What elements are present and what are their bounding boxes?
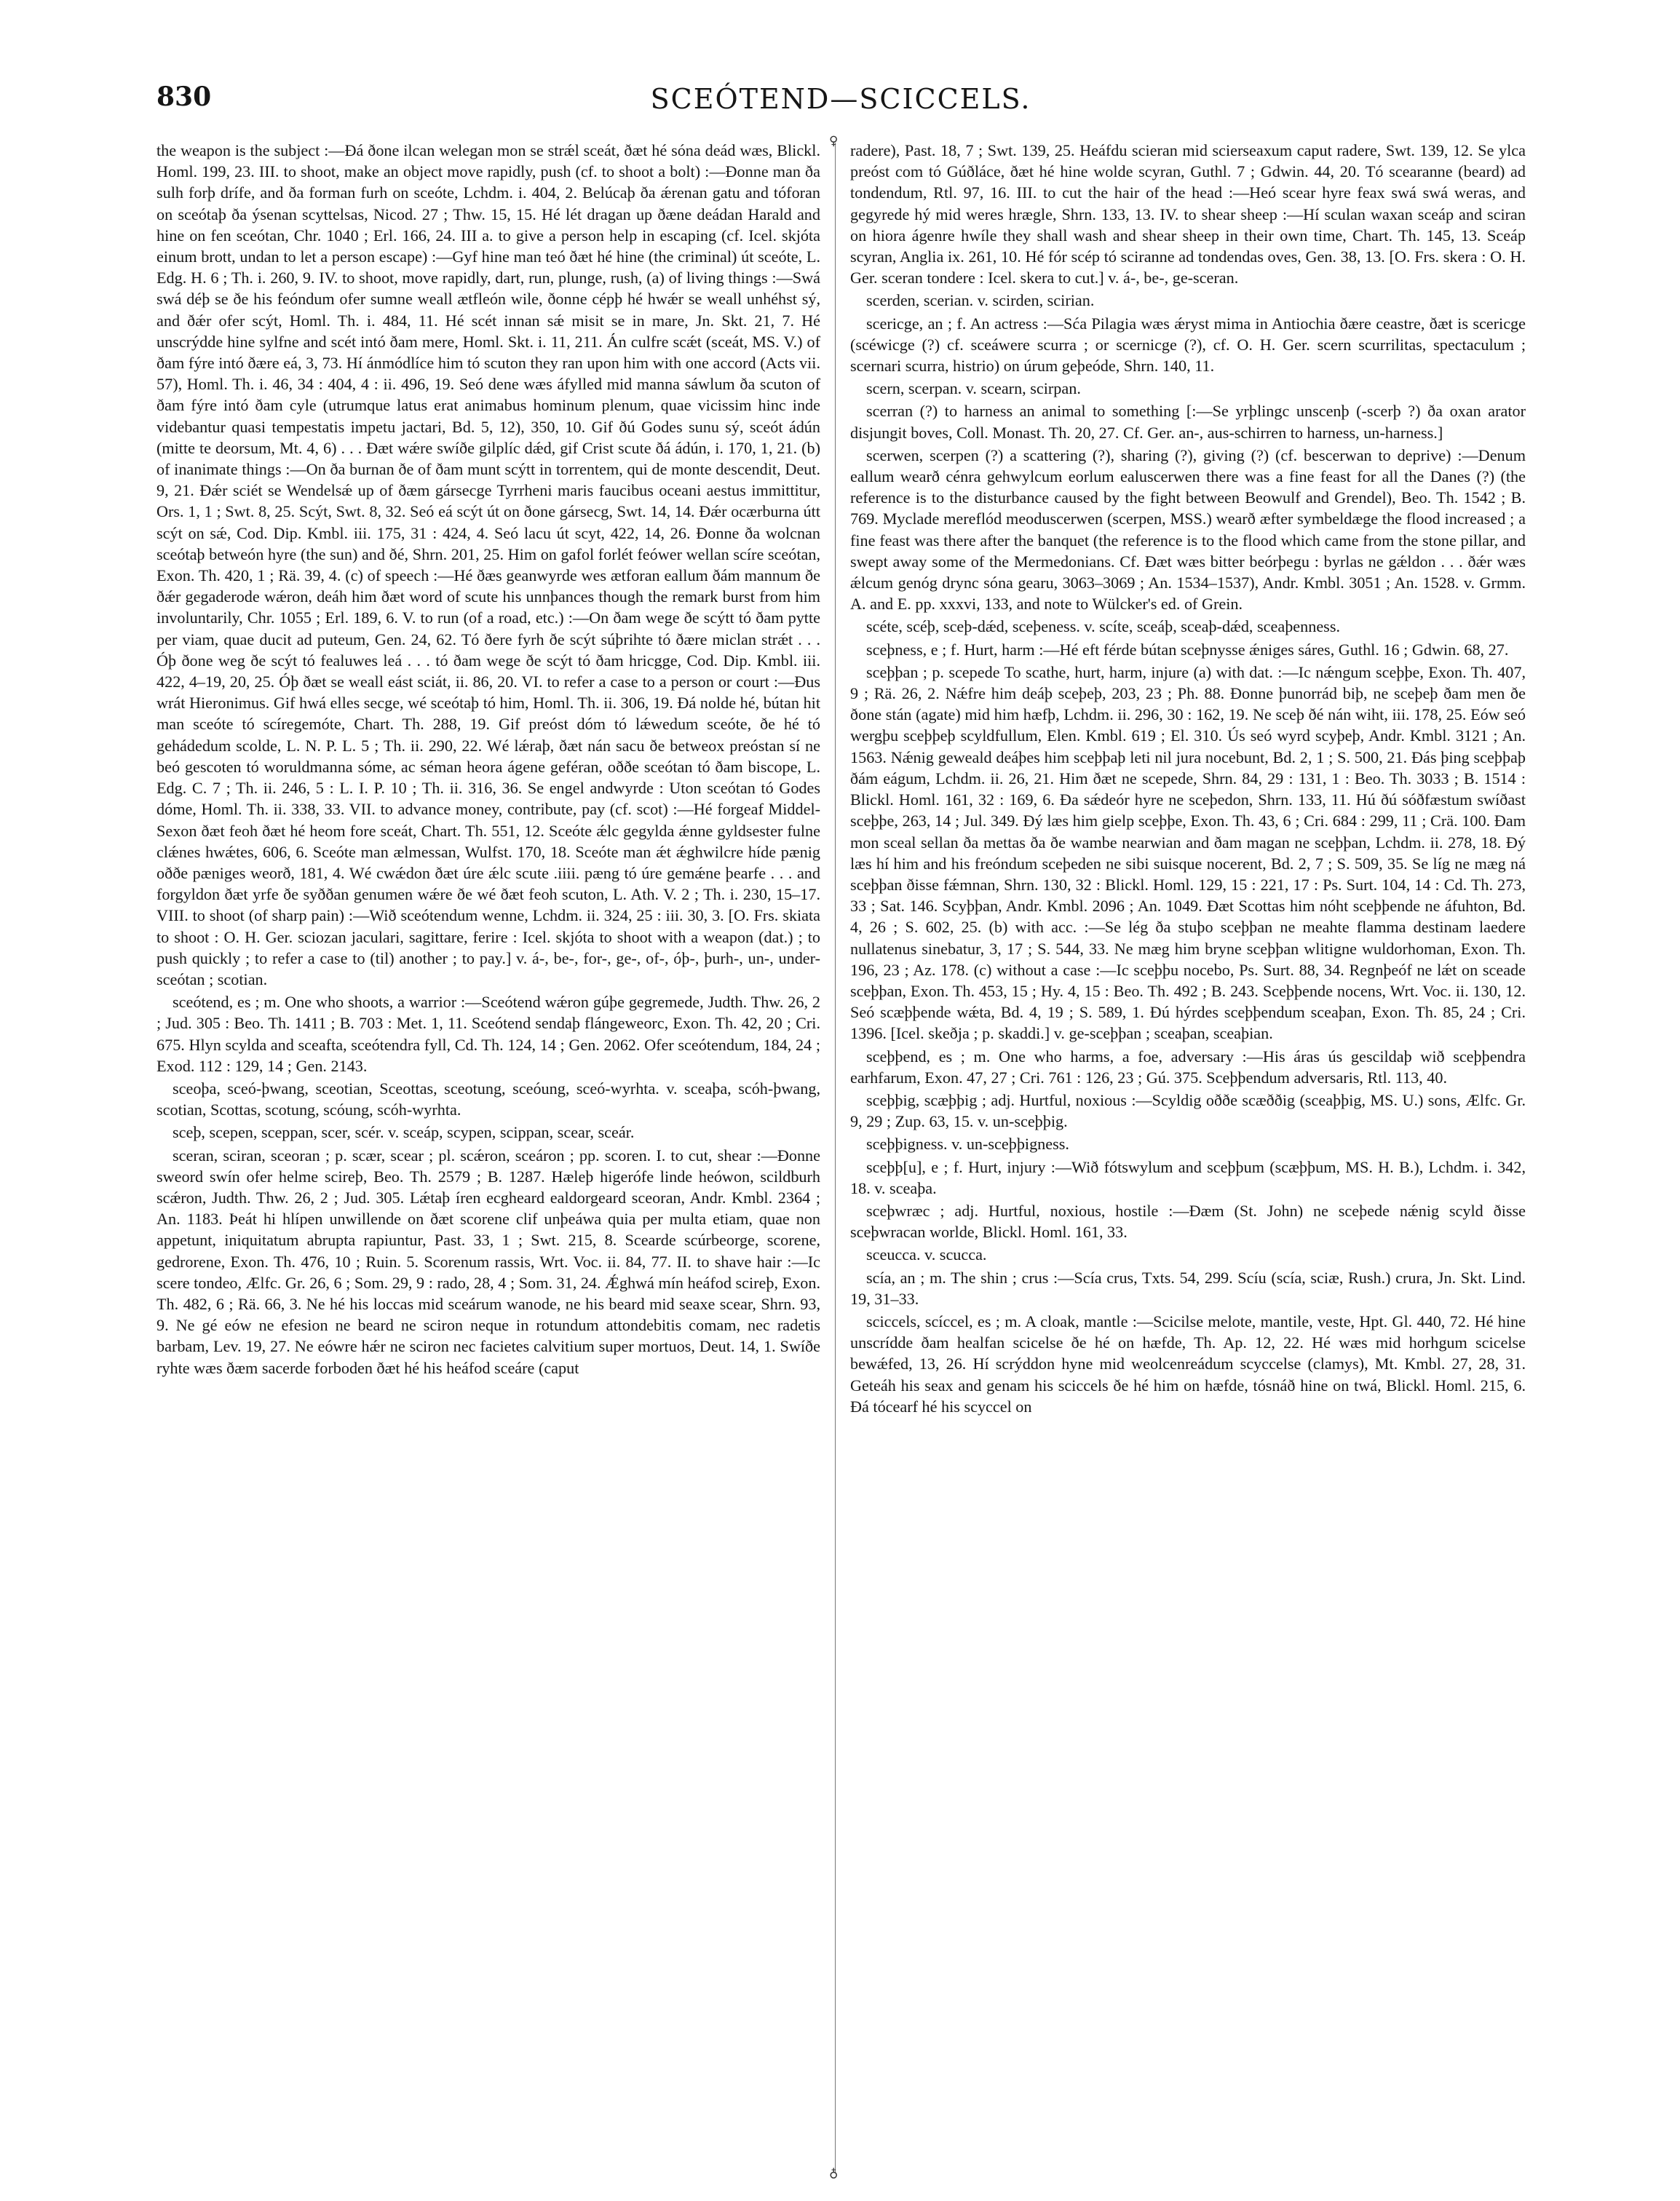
entry-scerwen: scerwen, scerpen (?) a scattering (?), sharing (?), giving (?) (cf. bescerwan to deprive) :—Denum eallum wearð cénra gehwylcum eorlum ealuscerwen there was a fine feast for all the Danes (?) (the reference is to the disturbance caused by the fight between Beowulf and Grendel), Beo. Th. 1542 ; B. 769. Myclade mereflód meoduscerwen (scerpen, MSS.) wearð æfter symbeldæge the flood increased ; a fine feast was there after the banquet (the reference is to the flood which came from the stone pillar, and swept away some of the Mermedonians. Cf. Ðæt wæs bitter beórþegu : byrlas ne gǽldon . . . ðǽr wæs ǽlcum genóg drync sóna gearu, 3063–3069 ; An. 1534–1537), Andr. Kmbl. 3051 ; An. 1528. v. Grmm. A. and E. pp. xxxvi, 133, and note to Wülcker's ed. of Grein.	[850, 445, 1526, 614]
entry-scethig: sceþþig, scæþþig ; adj. Hurtful, noxious :—Scyldig oððe scæððig (sceaþþig, MS. U.) sons, Ælfc. Gr. 9, 29 ; Zup. 63, 15. v. un-sceþþig.	[850, 1090, 1526, 1131]
entry-sceotha-crossref: sceoþa, sceó-þwang, sceotian, Sceottas, sceotung, sceóung, sceó-wyrhta. v. sceaþa, scóh-þwang, scotian, Scottas, scotung, scóung, scóh-wyrhta.	[156, 1079, 820, 1119]
page-number: 830	[156, 82, 212, 112]
entry-scethness: sceþness, e ; f. Hurt, harm :—Hé eft férde bútan sceþnysse ǽniges sáres, Guthl. 16 ; Gdwin. 68, 27.	[866, 640, 1509, 659]
entry-scethu: sceþþ[u], e ; f. Hurt, injury :—Wið fótswylum and sceþþum (scæþþum, MS. H. B.), Lchdm. i. 342, 18. v. sceaþa.	[850, 1157, 1526, 1197]
entry-scia: scía, an ; m. The shin ; crus :—Scía crus, Txts. 54, 299. Scíu (scía, sciæ, Rush.) crura, Jn. Skt. Lind. 19, 31–33.	[850, 1268, 1526, 1308]
entry-scerran: scerran (?) to harness an animal to something [:—Se yrþlingc unscenþ (-scerþ ?) ða oxan arator disjungit boves, Coll. Monast. Th. 20, 27. Cf. Ger. an-, aus-schirren to harness, un-harness.]	[850, 402, 1526, 442]
entry-sceucca: sceucca. v. scucca.	[866, 1245, 987, 1264]
left-column	[156, 140, 820, 2163]
divider-ornament-bottom: ♁	[829, 2166, 839, 2181]
entry-scethend: sceþþend, es ; m. One who harms, a foe, adversary :—His áras ús gescildaþ wið sceþþendra earhfarum, Exon. 47, 27 ; Cri. 761 : 126, 23 ; Gú. 375. Sceþþendum adversaris, Rtl. 113, 40.	[850, 1047, 1526, 1087]
entry-scethigness: sceþþigness. v. un-sceþþigness.	[866, 1135, 1069, 1154]
entry-continuation-sceotan: the weapon is the subject :—Ðá ðone ilcan welegan mon se strǽl sceát, ðæt hé sóna deád wæs, Blickl. Homl. 199, 23. III. to shoot, make an object move rapidly, push (cf. to shoot a bolt) :—Ðonne man ða sulh forþ drífe, and ða forman furh on sceóte, Lchdm. i. 404, 2. Belúcaþ ða ǽrenan gatu and tóforan on sceótaþ ða ýsenan scyttelsas, Nicod. 27 ; Thw. 15, 15. Hé lét dragan up ðæne deádan Harald and hine on fen sceótan, Chr. 1040 ; Erl. 166, 24. III a. to give a person help in escaping (cf. Icel. skjóta einum brott, undan to let a person escape) :—Gyf hine man teó ðæt hé hine (the criminal) út sceóte, L. Edg. H. 6 ; Th. i. 260, 9. IV. to shoot, move rapidly, dart, run, plunge, rush, (a) of living things :—Swá swá déþ se ðe his feóndum ofer sumne weall ætfleón wile, ðonne cépþ hé hwǽr se weall unhéhst sý, and ðǽr ofer scýt, Homl. Th. i. 484, 11. Hé scét innan sǽ misit se in mare, Jn. Skt. 21, 7. Hé unscrýdde hine sylfne and scét intó ðam mere, Homl. Skt. i. 11, 211. Án culfre scǽt (sceát, MS. V.) of ðam fýre intó ðære eá, 3, 73. Hí ánmódlíce him tó scuton they ran upon him with one accord (Acts vii. 57), Homl. Th. i. 46, 34 : 404, 4 : ii. 496, 19. Seó dene wæs áfylled mid manna sáwlum ða scuton of ðam fýre intó ðam cyle (utrumque latus erat animabus hominum plenum, quae vicissim hinc inde videbantur quasi tempestatis impetu jactari, Bd. 5, 12), 350, 10. Gif ðú Godes sunu sý, sceót ádún (mitte te deorsum, Mt. 4, 6) . . . Ðæt wǽre swíðe gilplíc dǽd, gif Crist scute ðá ádún, i. 170, 1, 21. (b) of inanimate things :—On ða burnan ðe of ðam munt scýtt in torrentem, qui de monte descendit, Deut. 9, 21. Ðǽr sciét se Wendelsǽ up of ðæm gársecge Tyrrheni maris faucibus oceani aestus immittitur, Ors. 1, 1 ; Swt. 8, 25. Scýt, Swt. 8, 32. Seó eá scýt út on ðone gársecg, Swt. 14, 14. Ðǽr ocærburna útt scýt on sǽ, Cod. Dip. Kmbl. iii. 175, 31 : 424, 4. Seó lacu út scyt, 422, 14, 26. Ðonne ða wolcnan sceótaþ betweón hyre (the sun) and ðé, Shrn. 201, 25. Him on gafol forlét feówer wellan scíre sceótan, Exon. Th. 420, 1 ; Rä. 39, 4. (c) of speech :—Hé ðæs geanwyrde wes ætforan eallum ðám mannum ðe ðǽr gegaderode wǽron, deáh him ðæt word of scute his unnþances though the remark burst from him involuntarily, Chr. 1055 ; Erl. 189, 6. V. to run (of a road, etc.) :—On ðam wege ðe scýtt tó ðam pytte per viam, quae ducit ad puteum, Gen. 24, 62. Tó ðere fyrh ðe scýt súþrihte tó ðære miclan strǽt . . . Óþ ðone weg ðe scýt tó fealuwes leá . . . tó ðam wege ðe scýt tó ðam hricgge, Cod. Dip. Kmbl. iii. 422, 4–19, 20, 25. Óþ ðæt se weall eást sciát, ii. 86, 20. VI. to refer a case to a person or court :—Ðus wrát Hieronimus. Gif hwá elles secge, wé sceótaþ tó him, Homl. Th. ii. 306, 19. Ðá nolde hé, bútan hit man sceóte tó scíregemóte, Chart. Th. 288, 19. Gif preóst dóm tó lǽwedum sceóte, ðe hé tó gehádedum scolde, L. N. P. L. 5 ; Th. ii. 290, 22. Wé lǽraþ, ðæt nán sacu ðe betweox preóstan sí ne beó gescoten tó woruldmanna sóme, ac séman heora ágene geféran, oððe sceótan tó ðam biscope, L. Edg. C. 7 ; Th. ii. 246, 5 : L. I. P. 10 ; Th. ii. 316, 36. Se engel andwyrde : Uton sceótan tó Godes dóme, Homl. Th. ii. 338, 33. VII. to advance money, contribute, pay (cf. scot) :—Hé forgeaf Middel-Sexon ðæt feoh ðæt hé heom fore sceát, Chart. Th. 551, 12. Sceóte ǽlc gegylda ǽnne gyldsester fulne clǽnes hwǽtes, 606, 6. Sceóte man ælmessan, Wulfst. 170, 18. Sceóte man ǽt ǽghwilcre híde pænig oððe pæniges weorð, 181, 4. Wé cwǽdon ðæt úre ǽlc scute .iiii. pæng tó úre gemǽne þearfe . . . and forgyldon ðæt yrfe ðe syððan genumen wǽre ðe wé ðæt feoh scuton, L. Ath. V. 2 ; Th. i. 230, 15–17. VIII. to shoot (of sharp pain) :—Wið sceótendum wenne, Lchdm. ii. 324, 25 : iii. 30, 3. [O. Frs. skiata to shoot : O. H. Ger. sciozan jaculari, sagittare, ferire : Icel. skjóta to shoot with a weapon (dat.) ; to push quickly ; to refer a case to (til) another ; to pay.] v. á-, be-, for-, ge-, of-, óþ-, þurh-, un-, under-sceótan ; scotian.	[156, 141, 820, 988]
entry-continuation-sceran: radere), Past. 18, 7 ; Swt. 139, 25. Heáfdu scieran mid scierseaxum caput radere, Swt. 139, 12. Se ylca preóst com tó Gúðláce, ðæt hé hine wolde scyran, Guthl. 7 ; Gdwin. 44, 20. Tó scearanne (beard) ad tondendum, Rtl. 97, 16. III. to cut the hair of the head :—Heó scear hyre feax swá swá weras, and gegyrede hý mid weres hrægle, Shrn. 133, 13. IV. to shear sheep :—Hí sculan waxan sceáp and sciran on hiora ágenre hwíle they shall wash and shear sheep in their own time, Chart. Th. 145, 13. Sceáp scyran, Anglia ix. 261, 10. Hé fór scép tó sciranne ad tondendas oves, Gen. 38, 13. [O. Frs. skera : O. H. Ger. sceran tondere : Icel. skera to cut.] v. á-, be-, ge-sceran.	[850, 141, 1526, 287]
divider-ornament-top: ♀	[829, 134, 839, 148]
entry-scethwraec: sceþwræc ; adj. Hurtful, noxious, hostile :—Ðæm (St. John) ne sceþede nǽnig scyld ðisse sceþwracan worlde, Blickl. Homl. 161, 33.	[850, 1201, 1526, 1242]
entry-scep-crossref: sceþ, scepen, sceppan, scer, scér. v. sceáp, scypen, scippan, scear, sceár.	[173, 1123, 635, 1142]
entry-sceotend: sceótend, es ; m. One who shoots, a warrior :—Sceótend wǽron gúþe gegremede, Judth. Thw. 26, 2 ; Jud. 305 : Beo. Th. 1411 ; B. 703 : Met. 1, 11. Sceótend sendaþ flángeweorc, Exon. Th. 42, 20 ; Cri. 675. Hlyn scylda and sceafta, sceótendra fyll, Cd. Th. 124, 14 ; Gen. 2062. Ofer sceótendum, 184, 24 ; Exod. 112 : 129, 14 ; Gen. 2143.	[156, 993, 820, 1075]
entry-scerden: scerden, scerian. v. scirden, scirian.	[866, 291, 1095, 310]
entry-scethan: sceþþan ; p. scepede To scathe, hurt, harm, injure (a) with dat. :—Ic nǽngum sceþþe, Exon. Th. 407, 9 ; Rä. 26, 2. Nǽfre him deáþ sceþeþ, 203, 23 ; Ph. 88. Ðonne þunorrád biþ, ne sceþeþ ðam men ðe ðone stán (agate) mid him hæfþ, Lchdm. ii. 296, 30 : 162, 19. Ne sceþ ðé nán wiht, iii. 178, 25. Eów seó wergþu sceþþeþ scyldfullum, Elen. Kmbl. 619 ; El. 310. Ús seó wyrd scyþeþ, Andr. Kmbl. 3121 ; An. 1563. Nǽnig geweald deáþes him sceþþaþ leti nil jura nocebunt, Bd. 2, 1 ; S. 500, 21. Ðás þing sceþþaþ ðám eágum, Lchdm. ii. 26, 21. Him ðæt ne scepede, Shrn. 84, 29 : 131, 1 : Beo. Th. 3033 ; B. 1514 : Blickl. Homl. 161, 32 : 169, 6. Ða sǽdeór hyre ne sceþedon, Shrn. 133, 11. Hú ðú sóðfæstum swíðast sceþþe, 263, 14 ; Jul. 349. Ðý læs him gielp sceþþe, Exon. Th. 43, 6 ; Cri. 684 : 299, 11 ; Crä. 100. Ðam mon sceal sellan ða mettas ða ðe wambe nearwian and ðam magan ne sceþþan, Lchdm. ii. 278, 18. Ðý læs hí him and his freóndum sceþeden ne sibi suisque nocerent, Bd. 2, 7 ; S. 509, 35. Se líg ne mæg ná sceþþan ðisse fǽmnan, Shrn. 130, 32 : Blickl. Homl. 129, 15 : 221, 17 : Ps. Surt. 104, 14 : Cd. Th. 273, 33 ; Sat. 146. Scyþþan, Andr. Kmbl. 2096 ; An. 1049. Ðæt Scottas him nóht sceþþende ne áfuhton, Bd. 4, 26 ; S. 602, 25. (b) with acc. :—Se lég ða stuþo sceþþan ne meahte flamma destinam laedere nullatenus sinebatur, 3, 17 ; S. 544, 33. Ne mæg him bryne sceþþan wlitigne wuldorhoman, Exon. Th. 196, 23 ; Az. 178. (c) without a case :—Ic sceþþu nocebo, Ps. Surt. 88, 34. Regnþeóf ne lǽt on sceade sceþþan, Exon. Th. 453, 15 ; Hy. 4, 15 : Beo. Th. 492 ; B. 243. Sceþþende nocens, Wrt. Voc. ii. 130, 12. Seó scæþþende wǽta, Bd. 4, 19 ; S. 589, 1. Ðú hýrdes sceþþendum sceaþan, Exon. Th. 85, 24 ; Cri. 1396. [Icel. skeðja ; p. skaddi.] v. ge-sceþþan ; sceaþan, sceaþian.	[850, 662, 1526, 1043]
page-header	[156, 82, 1525, 132]
column-divider	[835, 143, 836, 2173]
entry-scericge: scericge, an ; f. An actress :—Sća Pilagia wæs ǽryst mima in Antiochia ðære ceastre, ðæt is scericge (scéwicge (?) cf. sceáwere scurra ; or scernicge (?), cf. O. H. Ger. scern scurrilitas, spectaculum ; scernari scurra, histrio) on úrum geþeóde, Shrn. 140, 11.	[850, 314, 1526, 376]
running-head: SCEÓTEND—SCICCELS.	[650, 83, 1031, 115]
right-column	[850, 140, 1526, 2163]
entry-scern: scern, scerpan. v. scearn, scirpan.	[866, 379, 1081, 398]
entry-sciccels: sciccels, scíccel, es ; m. A cloak, mantle :—Scicilse melote, mantile, veste, Hpt. Gl. 440, 72. Hé hine unscrídde ðam healfan scicelse ðe hé on hæfde, Th. Ap. 12, 22. Hé wæs mid horhgum scicelse bewǽfed, 13, 26. Hí scrýddon hyne mid weolcenreádum scyccelse (clamys), Mt. Kmbl. 27, 28, 31. Geteáh his seax and genam his sciccels ðe hé him on hæfde, tósnáð hine on twá, Blickl. Homl. 215, 6. Ðá tócearf hé his scyccel on	[850, 1312, 1526, 1416]
entry-scete: scéte, scéþ, sceþ-dǽd, sceþeness. v. scíte, sceáþ, sceaþ-dǽd, sceaþenness.	[866, 617, 1340, 636]
entry-sceran: sceran, sciran, sceoran ; p. scær, scear ; pl. scǽron, sceáron ; pp. scoren. I. to cut, shear :—Ðonne sweord swín ofer helme scireþ, Beo. Th. 2579 ; B. 1287. Hæleþ higerófe linde heówon, scildburh scǽron, Judth. Thw. 26, 2 ; Jud. 305. Lǽtaþ íren ecgheard ealdorgeard sceoran, Andr. Kmbl. 2364 ; An. 1183. Þeát hi hlípen unwillende on ðæt scorene clif unþeáwa quia per multa etiam, quae non appetunt, iniquitatum abrupta rapiuntur, Past. 33, 1 ; Swt. 215, 8. Scearde scúrbeorge, scorene, gedrorene, Exon. Th. 476, 10 ; Ruin. 5. Scorenum rassis, Wrt. Voc. ii. 84, 77. II. to shave hair :—Ic scere tondeo, Ælfc. Gr. 26, 6 ; Som. 29, 9 : rado, 28, 4 ; Som. 31, 24. Ǽghwá mín heáfod scireþ, Exon. Th. 482, 6 ; Rä. 66, 3. Ne hé his loccas mid sceárum wanode, ne his beard mid seaxe scear, Shrn. 93, 9. Ne gé eów ne efesion ne beard ne sciron neque in rotundum attondebitis comam, nec radetis barbam, Lev. 19, 27. Ne eówre hǽr ne sciron nec facietes calvitium super mortuos, Deut. 14, 1. Swíðe ryhte wæs ðæm sacerde forboden ðæt hé his heáfod sceáre (caput	[156, 1146, 820, 1377]
